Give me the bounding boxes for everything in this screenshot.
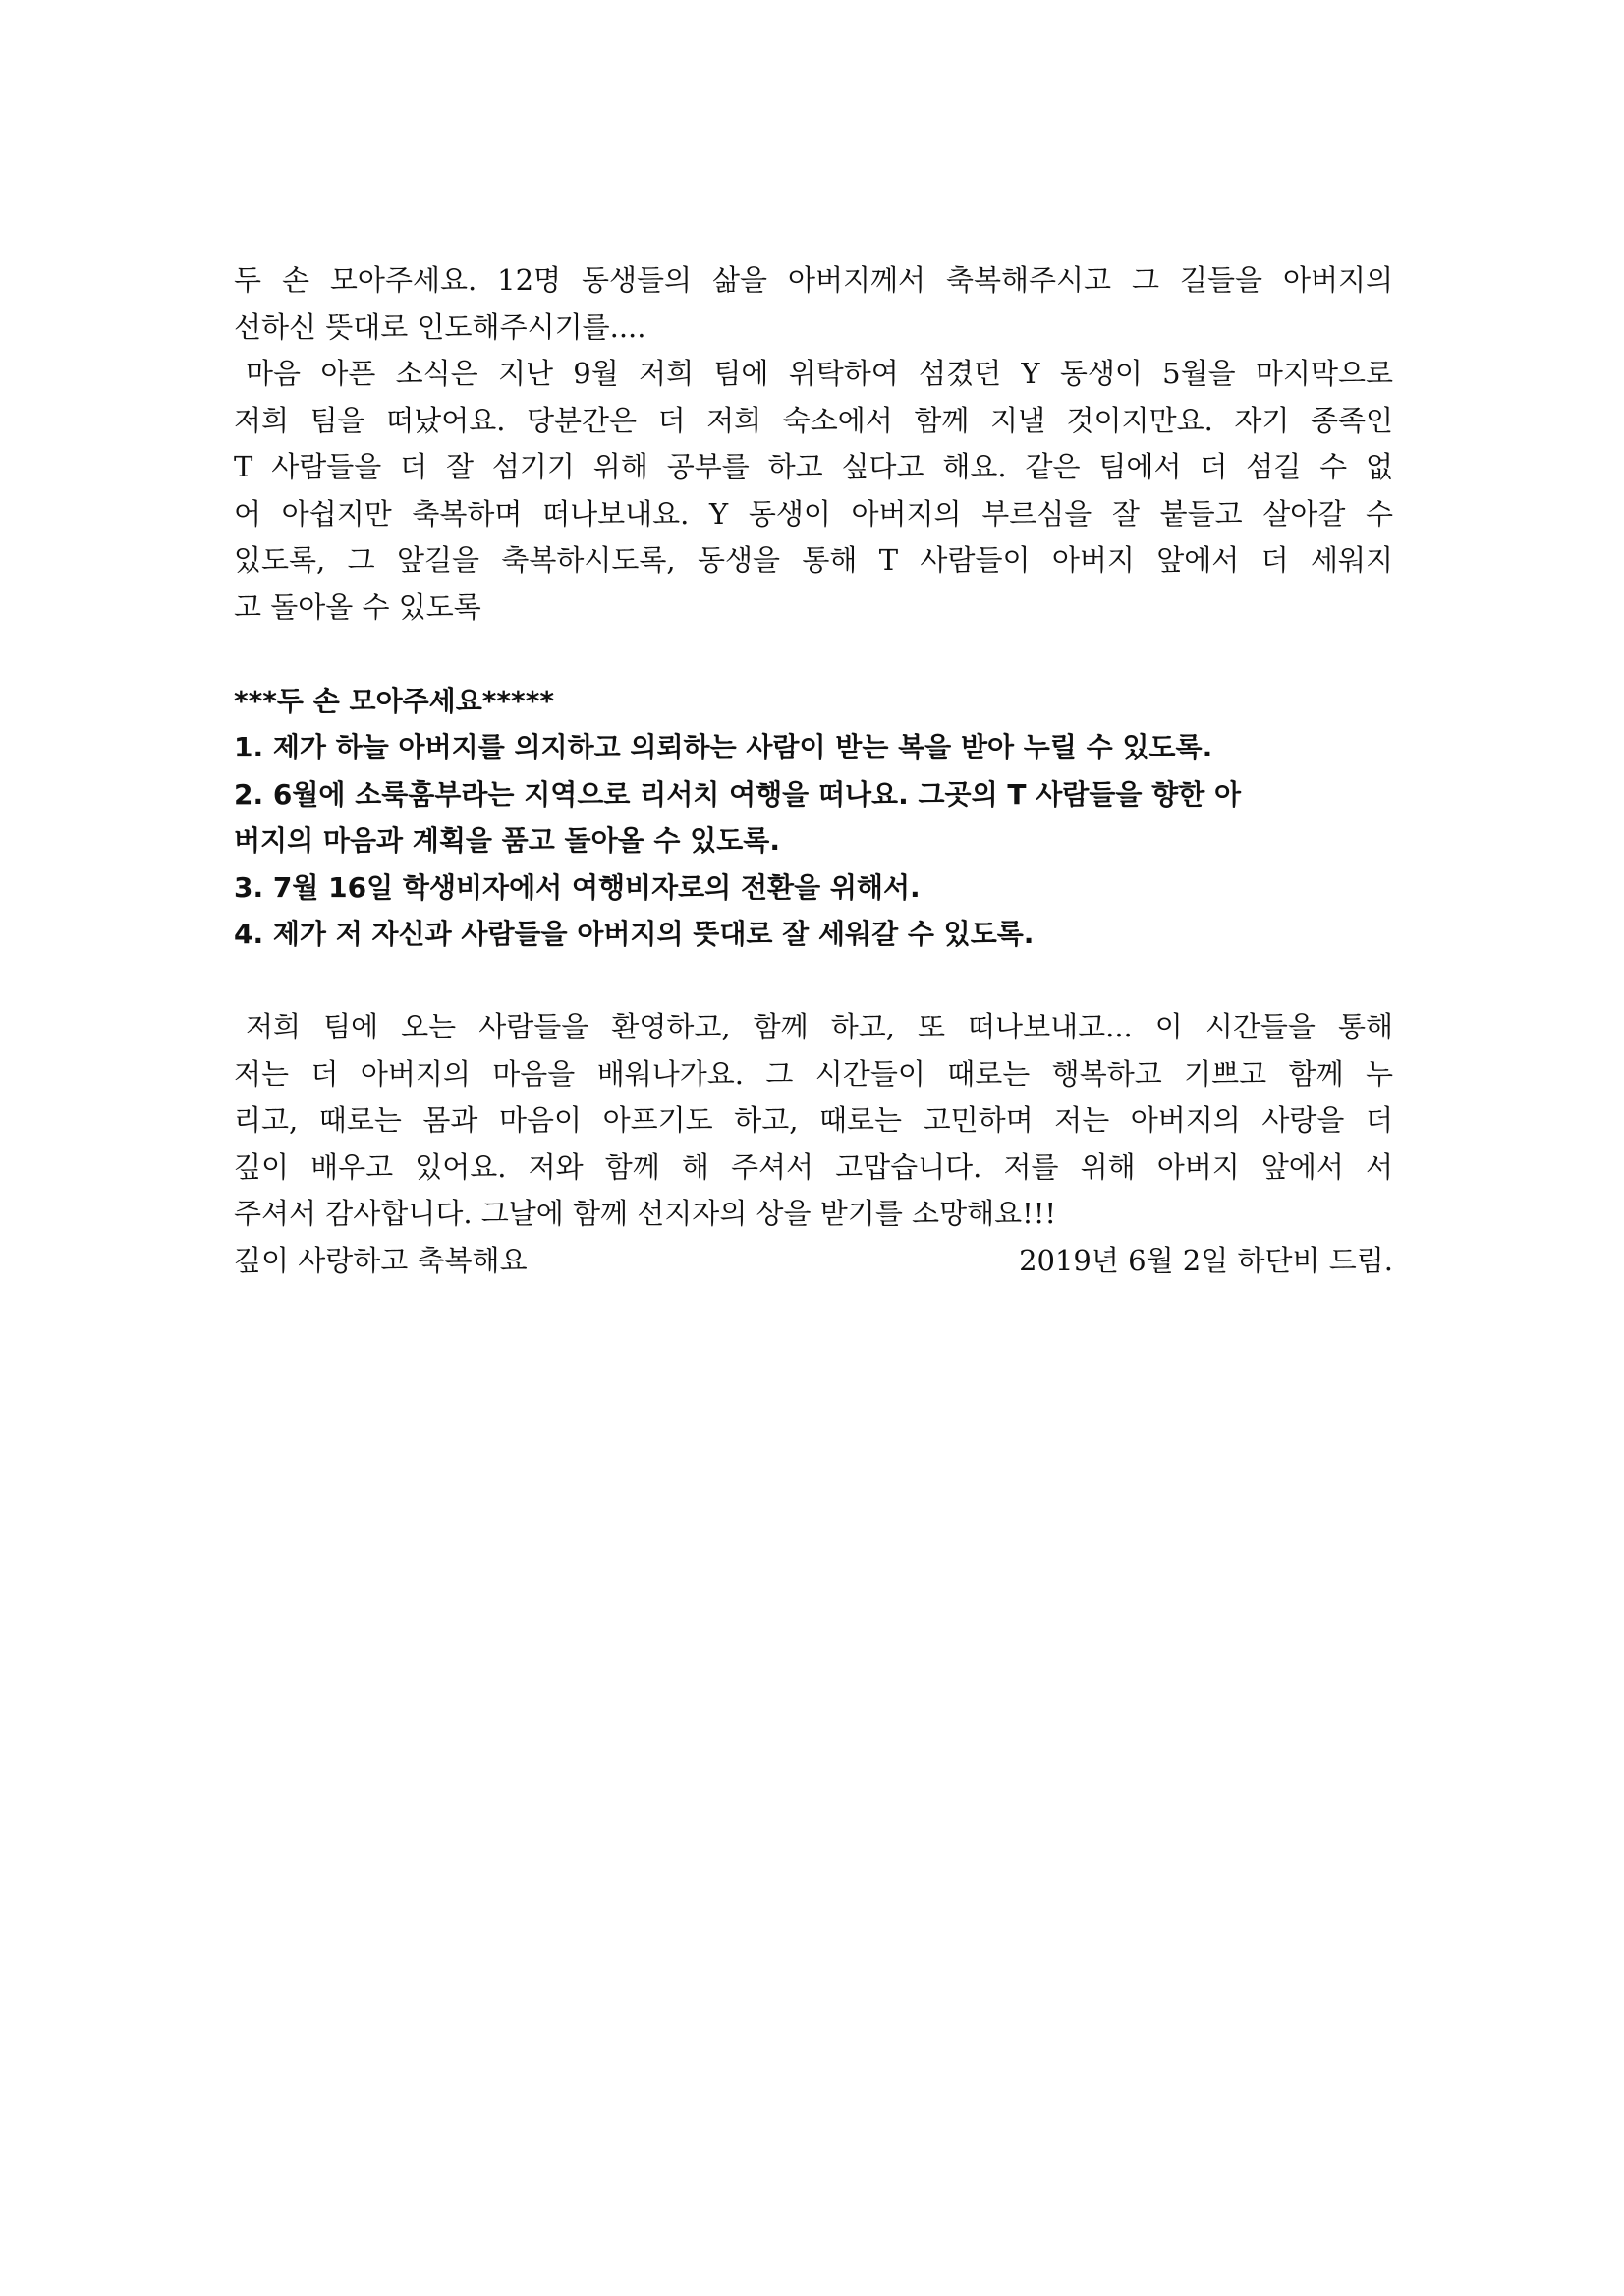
- blank-line: [234, 631, 1393, 678]
- text-line: 두 손 모아주세요. 12명 동생들의 삶을 아버지께서 축복해주시고 그 길들을 아버지의: [234, 263, 1393, 297]
- text-line: 저는 더 아버지의 마음을 배워나가요. 그 시간들이 때로는 행복하고 기쁘고 함께 누: [234, 1056, 1393, 1091]
- text-line: 마음 아픈 소식은 지난 9월 저희 팀에 위탁하여 섬겼던 Y 동생이 5월을 마지막으로: [246, 357, 1393, 390]
- text-line: T 사람들을 더 잘 섬기기 위해 공부를 하고 싶다고 해요. 같은 팀에서 더 섬길 수 없: [234, 450, 1393, 483]
- text-line: 고 돌아올 수 있도록: [234, 589, 481, 624]
- signature-date: 2019년 6월 2일 하단비 드림.: [1019, 1243, 1393, 1277]
- prayer-item: 2. 6월에 소룩훔부라는 지역으로 리서치 여행을 떠나요. 그곳의 T 사람들을 향한 아: [234, 777, 1242, 811]
- blank-line: [234, 958, 1393, 1005]
- letter-body: [234, 257, 1393, 1284]
- paragraph-news: [234, 351, 1393, 631]
- paragraph-gratitude: [234, 1004, 1393, 1238]
- paragraph-blessing-request: [234, 257, 1393, 351]
- text-line: 주셔서 감사합니다. 그날에 함께 선지자의 상을 받기를 소망해요!!!: [234, 1197, 1057, 1230]
- text-line: 어 아쉽지만 축복하며 떠나보내요. Y 동생이 아버지의 부르심을 잘 붙들고 살아갈 수: [234, 496, 1393, 531]
- prayer-requests: [234, 678, 1393, 958]
- prayer-heading: ***두 손 모아주세요*****: [234, 684, 554, 717]
- prayer-item: 4. 제가 저 자신과 사람들을 아버지의 뜻대로 잘 세워갈 수 있도록.: [234, 918, 1035, 950]
- text-line: 저희 팀에 오는 사람들을 환영하고, 함께 하고, 또 떠나보내고... 이 시간들을 통해: [246, 1010, 1393, 1043]
- closing-greeting: 깊이 사랑하고 축복해요: [234, 1243, 528, 1277]
- text-line: 깊이 배우고 있어요. 저와 함께 해 주셔서 고맙습니다. 저를 위해 아버지 앞에서 서: [234, 1149, 1393, 1184]
- prayer-item: 버지의 마음과 계획을 품고 돌아올 수 있도록.: [234, 824, 780, 857]
- closing-signature: [234, 1238, 1393, 1285]
- text-line: 저희 팀을 떠났어요. 당분간은 더 저희 숙소에서 함께 지낼 것이지만요. 자기 종족인: [234, 403, 1393, 437]
- prayer-item: 1. 제가 하늘 아버지를 의지하고 의뢰하는 사람이 받는 복을 받아 누릴 수 있도록.: [234, 731, 1213, 763]
- text-line: 선하신 뜻대로 인도해주시기를....: [234, 309, 646, 344]
- text-line: 있도록, 그 앞길을 축복하시도록, 동생을 통해 T 사람들이 아버지 앞에서 더 세워지: [234, 543, 1393, 577]
- text-line: 리고, 때로는 몸과 마음이 아프기도 하고, 때로는 고민하며 저는 아버지의 사랑을 더: [234, 1103, 1393, 1137]
- prayer-item: 3. 7월 16일 학생비자에서 여행비자로의 전환을 위해서.: [234, 870, 921, 904]
